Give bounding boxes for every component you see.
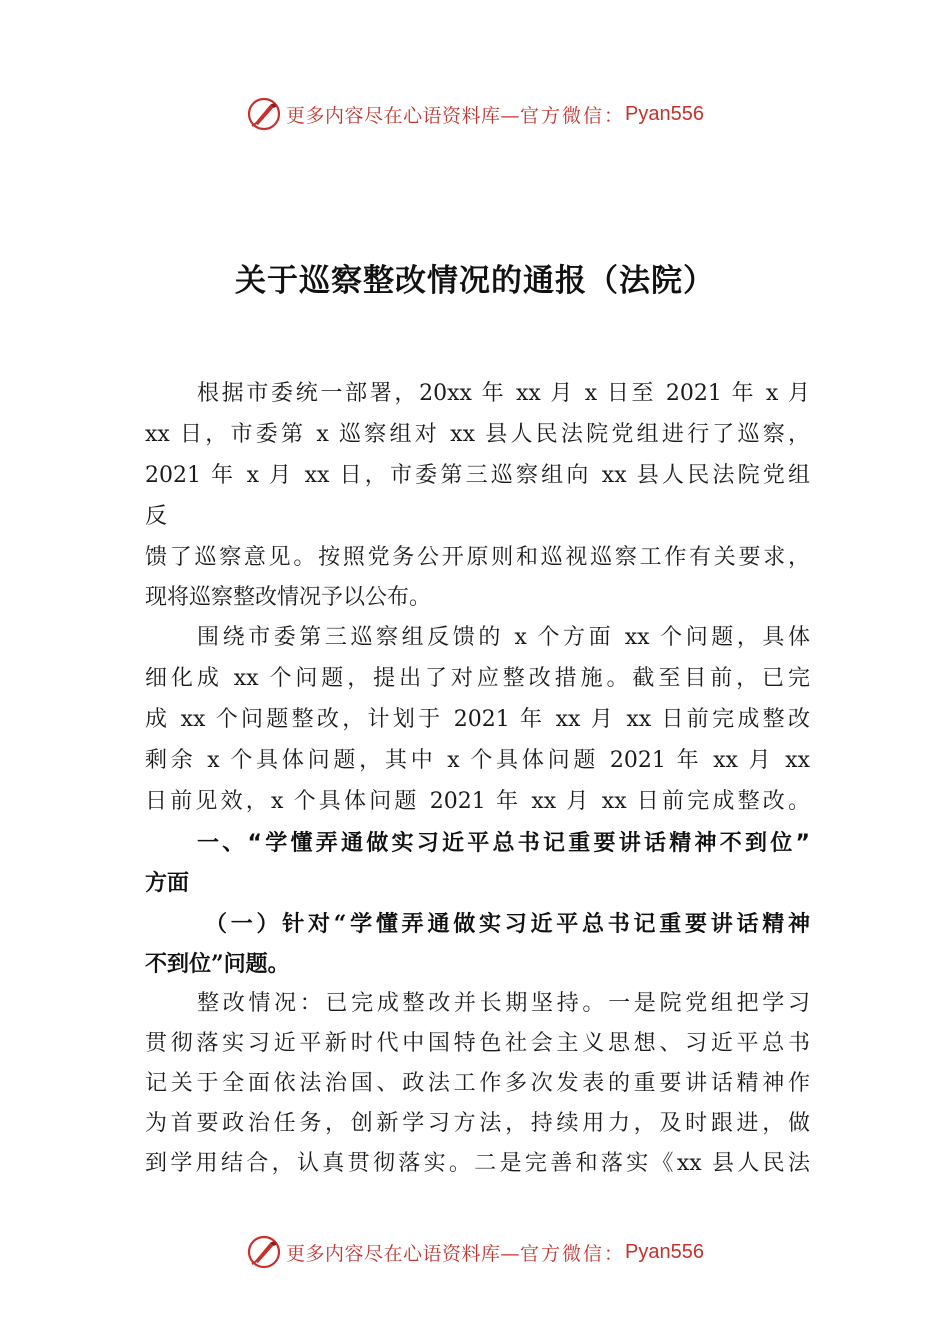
body-line: 围绕市委第三巡察组反馈的 x 个方面 xx 个问题，具体 [197, 625, 810, 650]
body-line: 2021 年 x 月 xx 日，市委第三巡察组向 xx 县人民法院党组 [145, 463, 810, 488]
body-line: 细化成 xx 个问题，提出了对应整改措施。截至目前，已完 [145, 666, 810, 691]
watermark-text: 更多内容尽在心语资料库— [286, 1242, 521, 1265]
section-heading-cont: 方面 [145, 871, 190, 896]
subsection-heading-cont: 不到位”问题。 [145, 951, 290, 977]
body-line: 根据市委统一部署，20xx 年 xx 月 x 日至 2021 年 x 月 [197, 381, 810, 406]
body-line: 馈了巡察意见。按照党务公开原则和巡视巡察工作有关要求， [145, 545, 810, 570]
body-line: 剩余 x 个具体问题，其中 x 个具体问题 2021 年 xx 月 xx [145, 748, 810, 773]
body-line: xx 日，市委第 x 巡察组对 xx 县人民法院党组进行了巡察， [145, 422, 810, 447]
quill-pen-logo-icon [246, 1234, 282, 1270]
quill-pen-logo-icon [246, 96, 282, 132]
body-line: 反 [145, 504, 168, 529]
body-line: 记关于全面依法治国、政法工作多次发表的重要讲话精神作 [145, 1071, 810, 1096]
watermark-wechat-id: Pyan556 [625, 1240, 704, 1263]
body-line: 到学用结合，认真贯彻落实。二是完善和落实《xx 县人民法 [145, 1151, 810, 1176]
watermark-wechat-label: 官方微信： [520, 1242, 626, 1265]
header-watermark [0, 94, 950, 134]
watermark-wechat-id: Pyan556 [625, 102, 704, 125]
watermark-text: 更多内容尽在心语资料库— [286, 104, 521, 127]
subsection-heading: （一）针对“学懂弄通做实习近平总书记重要讲话精神 [205, 911, 810, 937]
body-line: 现将巡察整改情况予以公布。 [145, 585, 432, 610]
body-line: 为首要政治任务，创新学习方法，持续用力，及时跟进，做 [145, 1111, 810, 1136]
watermark-wechat-label: 官方微信： [520, 104, 626, 127]
body-line: 整改情况：已完成整改并长期坚持。一是院党组把学习 [197, 991, 810, 1016]
body-line: 成 xx 个问题整改，计划于 2021 年 xx 月 xx 日前完成整改 [145, 707, 810, 732]
body-line: 日前见效，x 个具体问题 2021 年 xx 月 xx 日前完成整改。 [145, 789, 810, 814]
section-heading: 一、“学懂弄通做实习近平总书记重要讲话精神不到位” [197, 831, 810, 856]
body-line: 贯彻落实习近平新时代中国特色社会主义思想、习近平总书 [145, 1031, 810, 1056]
document-title: 关于巡察整改情况的通报（法院） [235, 263, 715, 299]
footer-watermark [0, 1232, 950, 1272]
